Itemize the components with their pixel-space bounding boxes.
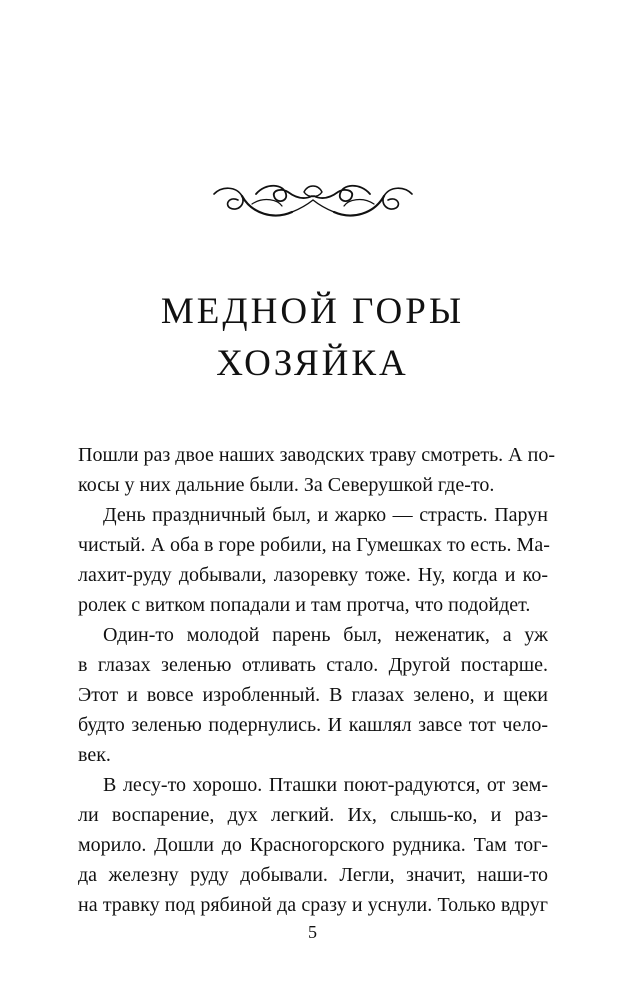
text-line: в глазах зеленью отливать стало. Другой постарше. <box>78 654 548 676</box>
text-line: Этот и вовсе изробленный. В глазах зелено, и щеки <box>78 684 548 706</box>
chapter-title-line-2: ХОЗЯЙКА <box>216 343 409 384</box>
chapter-title <box>0 286 625 390</box>
text-line: Один-то молодой парень был, неженатик, а уж <box>103 624 548 646</box>
text-line: В лесу-то хорошо. Пташки поют-радуются, от зем- <box>103 774 548 796</box>
body-text <box>78 440 555 920</box>
text-line: морило. Дошли до Красногорского рудника. Там тог- <box>78 834 548 856</box>
text-line: Пошли раз двое наших заводских траву смотреть. А по- <box>78 444 555 466</box>
text-line: чистый. А оба в горе робили, на Гумешках то есть. Ма- <box>78 534 550 556</box>
text-line: ролек с витком попадали и там протча, что подойдет. <box>78 594 531 616</box>
text-line: ли воспарение, дух легкий. Их, слышь-ко, и раз- <box>78 804 548 826</box>
text-line: да железну руду добывали. Легли, значит, наши-то <box>78 864 548 886</box>
page-number: 5 <box>308 922 317 942</box>
text-line: День праздничный был, и жарко — страсть. Парун <box>103 504 548 526</box>
text-line: косы у них дальние были. За Северушкой где-то. <box>78 474 495 496</box>
text-line: на травку под рябиной да сразу и уснули. Только вдруг <box>78 894 548 916</box>
flourish-divider-icon <box>212 174 414 230</box>
text-line: будто зеленью подернулись. И кашлял завсе тот чело- <box>78 714 548 736</box>
text-line: лахит-руду добывали, лазоревку тоже. Ну, когда и ко- <box>78 564 548 586</box>
chapter-title-line-1: МЕДНОЙ ГОРЫ <box>160 291 465 332</box>
text-line: век. <box>78 744 111 766</box>
